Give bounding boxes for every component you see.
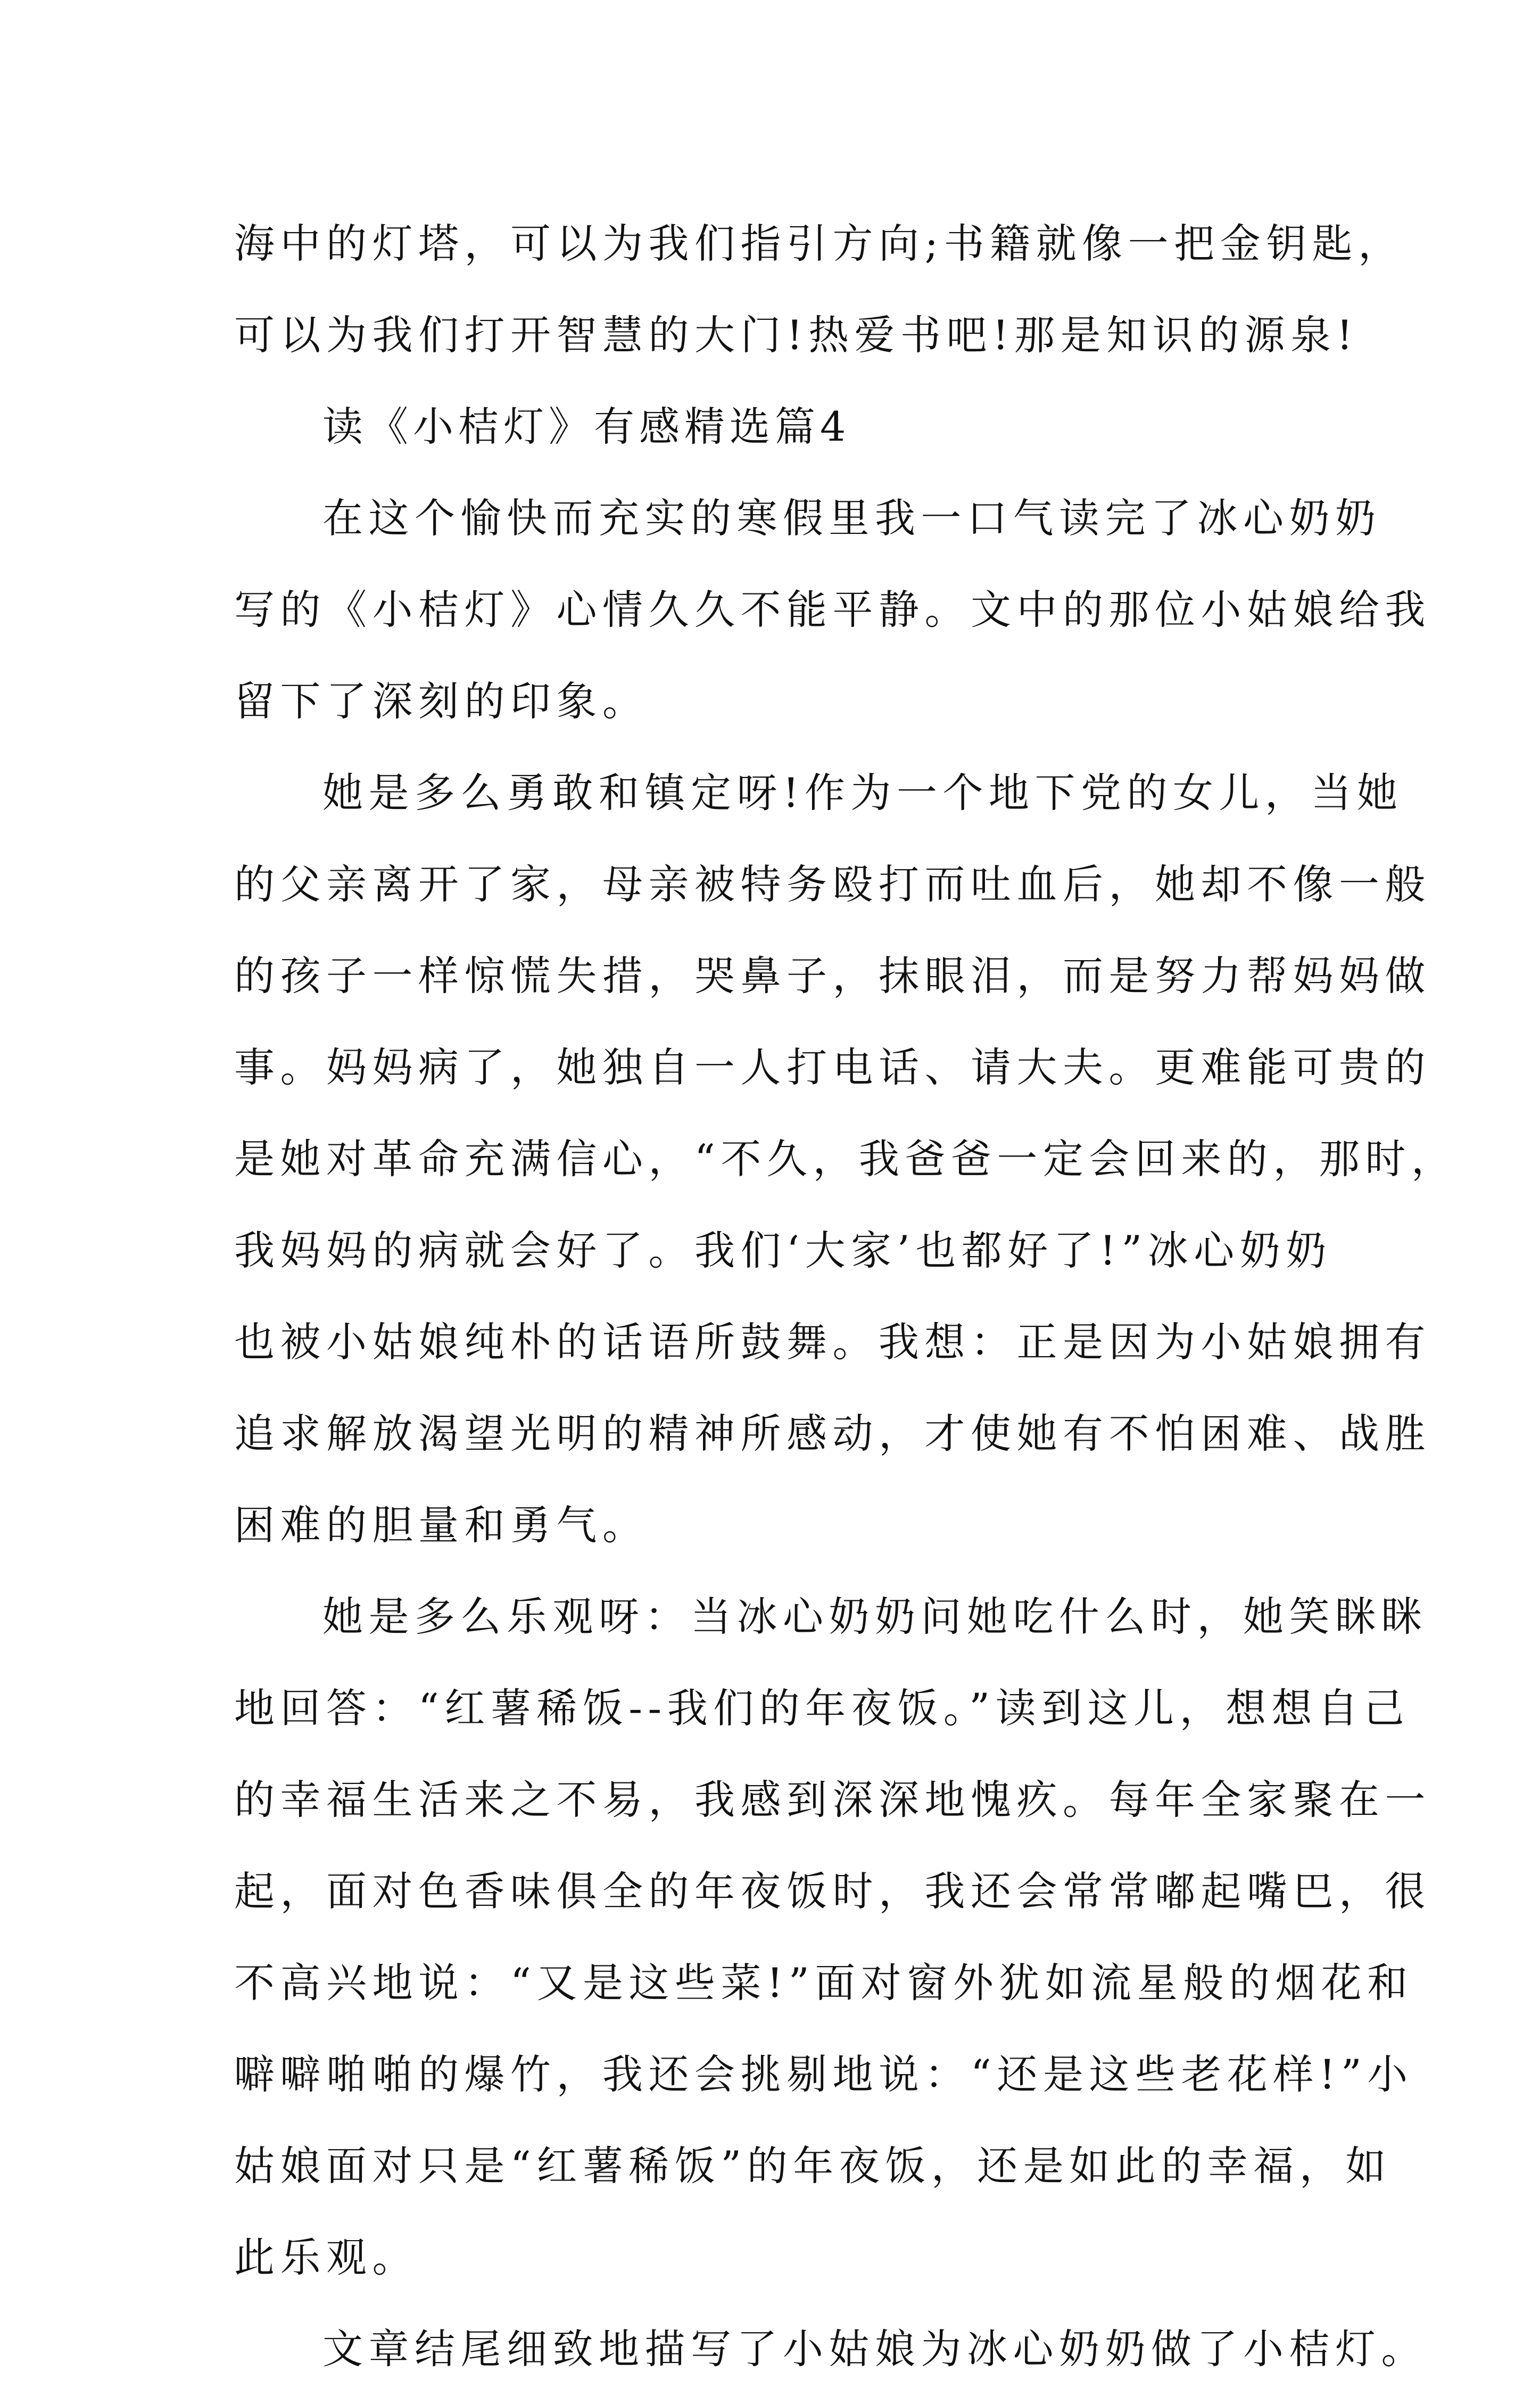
text-line: 的父亲离开了家，母亲被特务殴打而吐血后，她却不像一般 [234, 861, 1431, 908]
paragraph-first-line: 文章结尾细致地描写了小姑娘为冰心奶奶做了小桔灯。 [322, 2325, 1427, 2373]
text-line: 追求解放渴望光明的精神所感动，才使她有不怕困难、战胜 [234, 1410, 1431, 1457]
document-body [234, 198, 1458, 2395]
text-line: 此乐观。 [234, 2234, 418, 2281]
text-line: 的幸福生活来之不易，我感到深深地愧疚。每年全家聚在一 [234, 1776, 1431, 1823]
text-line: 起，面对色香味俱全的年夜饭时，我还会常常嘟起嘴巴，很 [234, 1868, 1431, 1915]
section-heading: 读《小桔灯》有感精选篇4 [322, 403, 851, 450]
text-line: 也被小姑娘纯朴的话语所鼓舞。我想：正是因为小姑娘拥有 [234, 1318, 1431, 1366]
text-line: 噼噼啪啪的爆竹，我还会挑剔地说：“还是这些老花样!”小 [234, 2051, 1413, 2098]
text-line: 困难的胆量和勇气。 [234, 1501, 649, 1549]
text-line: 地回答：“红薯稀饭--我们的年夜饭。”读到这儿，想想自己 [234, 1684, 1410, 1732]
text-line: 我妈妈的病就会好了。我们‘大家’也都好了!”冰心奶奶 [234, 1227, 1332, 1274]
text-line: 的孩子一样惊慌失措，哭鼻子，抹眼泪，而是努力帮妈妈做 [234, 952, 1431, 1000]
text-line: 是她对革命充满信心，“不久，我爸爸一定会回来的，那时， [234, 1135, 1458, 1183]
text-line: 海中的灯塔，可以为我们指引方向;书籍就像一把金钥匙， [234, 220, 1404, 267]
paragraph-first-line: 她是多么乐观呀：当冰心奶奶问她吃什么时，她笑眯眯 [322, 1593, 1427, 1640]
text-line: 事。妈妈病了，她独自一人打电话、请大夫。更难能可贵的 [234, 1044, 1431, 1091]
paragraph-first-line: 她是多么勇敢和镇定呀!作为一个地下党的女儿，当她 [322, 769, 1403, 816]
text-line: 姑娘面对只是“红薯稀饭”的年夜饭，还是如此的幸福，如 [234, 2142, 1392, 2190]
text-line: 留下了深刻的印象。 [234, 678, 649, 725]
text-line: 写的《小桔灯》心情久久不能平静。文中的那位小姑娘给我 [234, 586, 1431, 633]
text-line: 可以为我们打开智慧的大门!热爱书吧!那是知识的源泉! [234, 311, 1359, 359]
text-line: 不高兴地说：“又是这些菜!”面对窗外犹如流星般的烟花和 [234, 1959, 1413, 2006]
paragraph-first-line: 在这个愉快而充实的寒假里我一口气读完了冰心奶奶 [322, 494, 1381, 542]
